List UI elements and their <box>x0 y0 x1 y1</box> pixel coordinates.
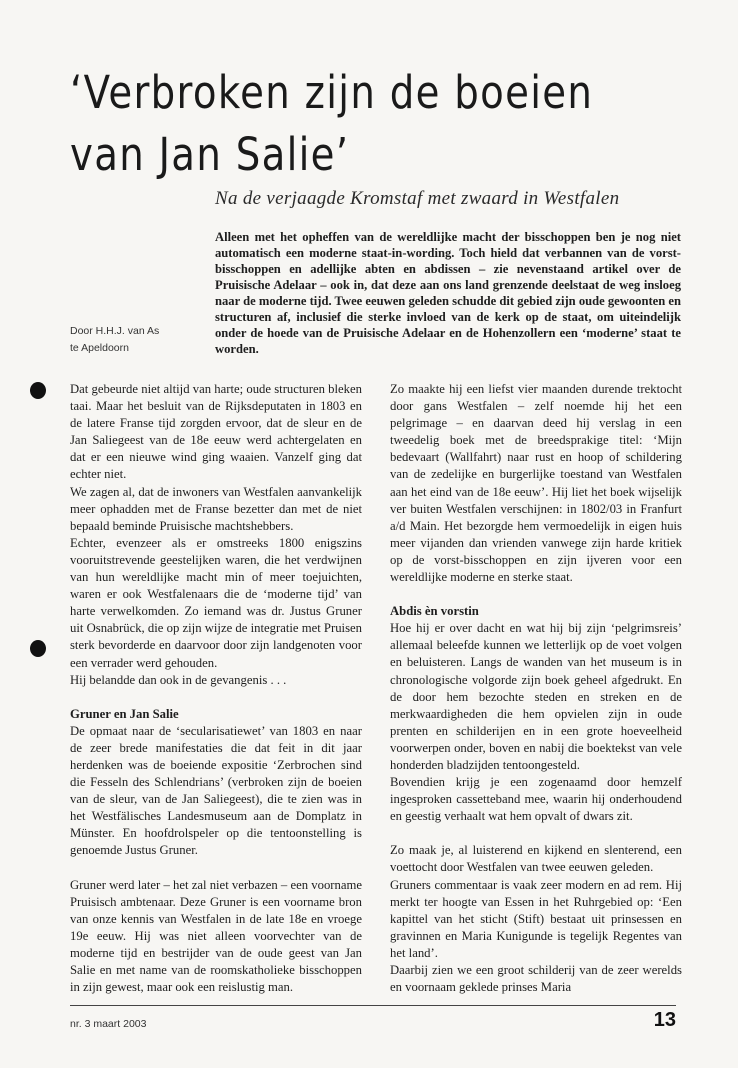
paragraph: Daarbij zien we een groot schilderij van de zeer werelds en voornaam geklede prinses Maria <box>390 963 682 995</box>
byline-location: te Apeldoorn <box>70 342 129 354</box>
page-number: 13 <box>653 1009 676 1031</box>
issue-label: nr. 3 maart 2003 <box>70 1018 147 1030</box>
byline-author: Door H.H.J. van As <box>70 325 160 337</box>
article-title: ‘Verbroken zijn de boeien van Jan Salie’ <box>70 66 594 181</box>
right-column <box>390 381 682 996</box>
paragraph: Hoe hij er over dacht en wat hij bij zijn ‘pelgrimsreis’ allemaal beleefde kunnen we letterlijk op de voet volgen en beluisteren. Langs de wanden van het museum is in chronologische volgorde zijn boek geheel afgedrukt. En de door hem bezochte steden en streken en de merkwaardigheden die hem opvielen zijn in oude prenten en schilderijen en in een grote hoeveelheid voorwerpen onder, boven en nabij die boektekst van vele honderden bladzijden tentoongesteld. <box>390 621 682 772</box>
section-heading: Gruner en Jan Salie <box>70 706 179 721</box>
bullet-dot-icon <box>30 640 46 657</box>
paragraph: Dat gebeurde niet altijd van harte; oude structuren bleken taai. Maar het besluit van de Rijksdeputaten in 1803 en de latere Franse tijd zorgden ervoor, dat de sleur en de Jan Saliegeest van de 18e eeuw werd achtergelaten en dat er een nieuwe wind ging waaien. Vanzelf ging dat echter niet. <box>70 382 362 482</box>
paragraph: Echter, evenzeer als er omstreeks 1800 enigszins vooruitstrevende geestelijken waren, die het verdwijnen van hun wereldlijke macht min of meer toejuichten, waren er ook Westfalenaars die de ‘moderne tijd’ van harte verwelkomden. Zo iemand was dr. Justus Gruner uit Osnabrück, die op zijn wijze de integratie met Pruisen sterk bevorderde en daarvoor door zijn landgenoten voor een verrader werd gehouden. <box>70 535 362 670</box>
article-subtitle: Na de verjaagde Kromstaf met zwaard in Westfalen <box>215 188 620 209</box>
byline <box>70 323 200 357</box>
paragraph: Gruners commentaar is vaak zeer modern en ad rem. Hij merkt ter hoogte van Essen in het Ruhrgebied op: ‘Een kapittel van het sticht (Stift) bestaat uit prinsessen en gravinnen en Maria Kunigunde is tegelijk Regentes van het land’. <box>390 877 682 960</box>
paragraph: Zo maakte hij een liefst vier maanden durende trektocht door gans Westfalen – zelf noemde hij het een pelgrimage – en daarvan deed hij verslag in een tweedelig boek met de breedsprakige titel: ‘Mijn bedevaart (Wallfahrt) naar rust en hoop of schildering van de zedelijke en burgerlijke toestand van Westfalen aan het eind van de 18e eeuw’. Hij liet het boek wijselijk ver buiten Westfalen verschijnen: in 1802/03 in Franfurt a/d Main. Het bezorgde hem vermoedelijk in eigen huis meer vijanden dan vrienden vanwege zijn harde kritiek op de vorst-bisschoppen en zijn ijveren voor een wereldlijke moderne en sterke staat. <box>390 382 682 585</box>
section-heading: Abdis èn vorstin <box>390 604 479 619</box>
left-column <box>70 381 362 996</box>
footer-rule <box>70 1005 676 1006</box>
paragraph: We zagen al, dat de inwoners van Westfalen aanvankelijk meer ophadden met de Franse bezetter dan met de niet bepaald beminde Pruisische machtshebbers. <box>70 484 362 533</box>
bullet-dot-icon <box>30 382 46 399</box>
paragraph: Bovendien krijg je een zogenaamd door hemzelf ingesproken cassetteband mee, waarin hij onderhoudend en geestig verhaalt wat hem opvalt of dwars zit. <box>390 775 682 824</box>
article-intro: Alleen met het opheffen van de wereldlijke macht der bisschoppen ben je nog niet automatisch een moderne staat-in-wording. Toch hield dat verbannen van de vorst-bisschoppen en adellijke abten en abdissen – zie nevenstaand artikel over de Pruisische Adelaar – ook in, dat deze aan ons land grenzende deelstaat de weg insloeg naar de moderne tijd. Twee eeuwen geleden schudde dit gebied zijn oude gewoonten en structuren af, inclusief die sterke invloed van de kerk op de staat, om uiteindelijk onder de hoede van de Pruisische Adelaar en de Hohenzollern een ‘moderne’ staat te worden. <box>215 230 681 357</box>
paragraph: Gruner werd later – het zal niet verbazen – een voorname Pruisisch ambtenaar. Deze Gruner is een voorname bron van onze kennis van Westfalen in de late 18e en vroege 19e eeuw. Hij was niet alleen voorvechter van de moderne tijd en bestrijder van de oude geest van Jan Salie en met name van de roomskatholieke bisschoppen in zijn gewest, maar ook een reislustig man. <box>70 877 362 995</box>
paragraph: De opmaat naar de ‘secularisatiewet’ van 1803 en naar de zeer brede manifestaties die dat feit in dit jaar herdenken was de boeiende expositie ‘Zerbrochen sind die Fesseln des Schlendrians’ (verbroken zijn de boeien van de sleur, van de Jan Saliegeest), die te zien was in het Westfälisches Landesmuseum aan de Domplatz in Münster. En hoofdrolspeler op die tentoonstelling is genoemde Justus Gruner. <box>70 723 362 858</box>
paragraph: Hij belandde dan ook in de gevangenis . . . <box>70 672 287 687</box>
paragraph: Zo maak je, al luisterend en kijkend en slenterend, een voettocht door Westfalen van twee eeuwen geleden. <box>390 843 682 875</box>
